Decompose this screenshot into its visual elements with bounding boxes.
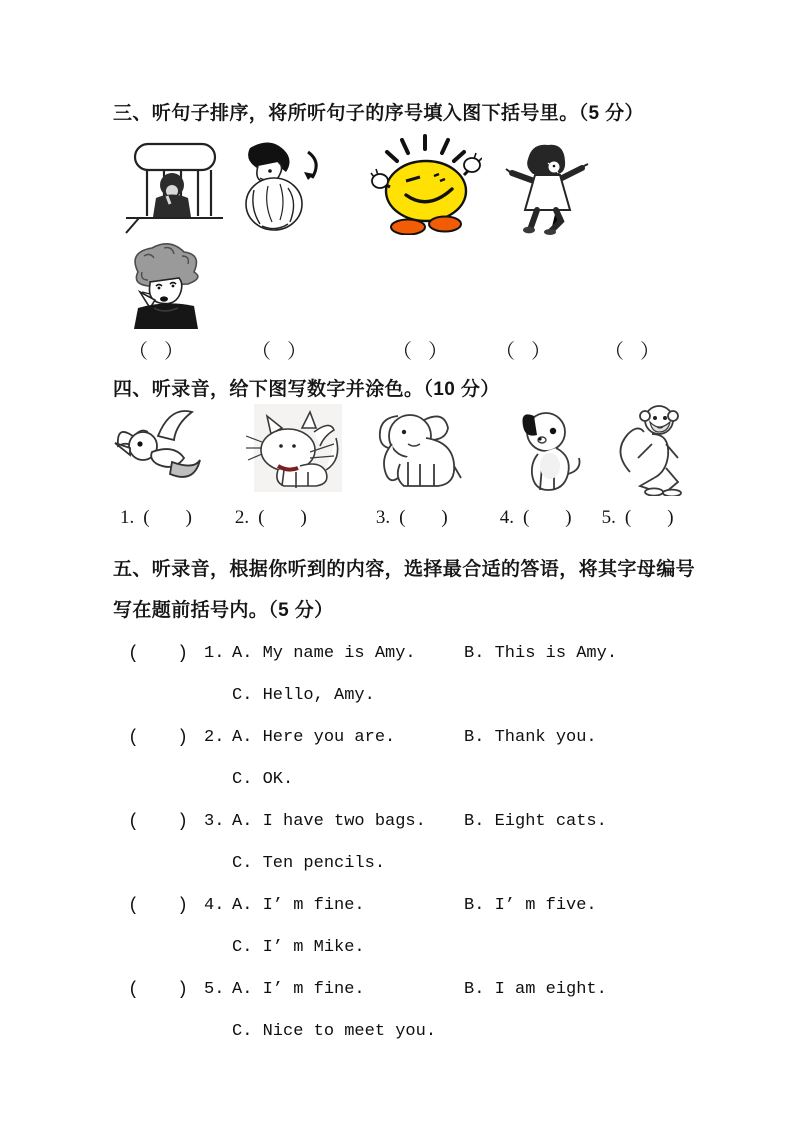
option-b: B. I am eight. (464, 980, 607, 999)
option-a: A. Here you are. (232, 728, 396, 747)
section4-heading: 四、听录音，给下图写数字并涂色。（10 分） (113, 379, 500, 400)
option-c: C. Nice to meet you. (232, 1022, 437, 1041)
option-a: A. I’ m fine. (232, 980, 365, 999)
bracket-close: ） (428, 341, 448, 363)
answer-bracket (128, 885, 188, 927)
bracket-open: （ (251, 341, 271, 363)
bracket-open: ( (128, 644, 139, 664)
bracket-close: ) (300, 507, 307, 528)
monkey-illustration (612, 400, 690, 496)
elephant-illustration (368, 404, 464, 496)
option-b: B. I’ m five. (464, 896, 597, 915)
boy-with-backpack-illustration (224, 138, 324, 235)
bracket-open: ( (128, 980, 139, 1000)
bracket-open: （ (604, 341, 624, 363)
item-number: 4. (499, 507, 514, 528)
answer-bracket (128, 801, 188, 843)
section3-images-row1 (120, 138, 793, 235)
bracket-open: （ (495, 341, 515, 363)
bracket-open: ( (128, 728, 139, 748)
dancing-girl-illustration (504, 139, 590, 235)
answer-bracket (128, 969, 188, 1011)
numbered-bracket-3 (376, 503, 448, 533)
bracket-open: ( (143, 507, 150, 528)
bracket-open: ( (128, 812, 139, 832)
section4-images-row (112, 403, 793, 496)
smiley-character-illustration (370, 131, 482, 235)
option-c: C. Hello, Amy. (232, 686, 375, 705)
question-5 (0, 969, 793, 1053)
item-number: 3. (375, 507, 391, 528)
boy-pointing-illustration (120, 242, 212, 329)
answer-bracket (495, 338, 551, 366)
option-a: A. I’ m fine. (232, 896, 365, 915)
bracket-close: ) (565, 507, 572, 528)
option-b: B. This is Amy. (464, 644, 618, 663)
section5-questions (0, 633, 793, 1053)
bracket-open: （ (128, 341, 148, 363)
answer-bracket (128, 338, 184, 366)
answer-bracket (392, 338, 448, 366)
bracket-close: ) (177, 812, 188, 832)
item-number: 1. (120, 507, 135, 528)
bracket-open: ( (258, 507, 265, 528)
answer-bracket (604, 338, 660, 366)
question-4 (0, 885, 793, 969)
bracket-close: ) (177, 980, 188, 1000)
option-c: C. I’ m Mike. (232, 938, 365, 957)
question-number: 1. (204, 644, 225, 663)
bracket-close: ） (531, 341, 551, 363)
option-a: A. My name is Amy. (232, 644, 416, 663)
question-number: 5. (204, 980, 225, 999)
option-b: B. Eight cats. (464, 812, 607, 831)
section3-answer-brackets (128, 338, 793, 366)
numbered-bracket-2 (235, 503, 307, 533)
section5-heading-line1: 五、听录音，根据你听到的内容，选择最合适的答语，将其字母编号 (113, 559, 696, 580)
bracket-open: ( (128, 896, 139, 916)
cat-illustration (244, 402, 348, 496)
answer-bracket (128, 717, 188, 759)
bracket-close: ） (640, 341, 660, 363)
section3-images-row2 (120, 242, 793, 329)
option-a: A. I have two bags. (232, 812, 426, 831)
bracket-close: ） (164, 341, 184, 363)
bird-illustration (112, 404, 208, 496)
bracket-close: ) (185, 507, 192, 528)
bracket-close: ） (287, 341, 307, 363)
option-c: C. OK. (232, 770, 294, 789)
section4-answer-row (120, 503, 793, 533)
item-number: 5. (601, 507, 616, 528)
answer-bracket (251, 338, 307, 366)
question-number: 3. (204, 812, 225, 831)
numbered-bracket-4 (500, 503, 572, 533)
question-2 (0, 717, 793, 801)
child-at-gate-illustration (120, 138, 230, 235)
bracket-close: ) (177, 896, 188, 916)
bracket-open: ( (522, 507, 530, 528)
bracket-close: ) (441, 507, 448, 528)
section3-heading: 三、听句子排序，将所听句子的序号填入图下括号里。（5 分） (113, 103, 644, 124)
bracket-open: （ (392, 341, 412, 363)
question-number: 2. (204, 728, 225, 747)
question-number: 4. (204, 896, 225, 915)
bracket-open: ( (624, 507, 632, 528)
question-1 (0, 633, 793, 717)
bracket-close: ) (667, 507, 674, 528)
answer-bracket (128, 633, 188, 675)
option-b: B. Thank you. (464, 728, 597, 747)
numbered-bracket-5 (602, 503, 674, 533)
question-3 (0, 801, 793, 885)
bracket-close: ) (177, 728, 188, 748)
bracket-close: ) (177, 644, 188, 664)
numbered-bracket-1 (120, 503, 192, 533)
dog-illustration (512, 404, 588, 496)
section5-heading-line2: 写在题前括号内。（5 分） (113, 600, 334, 621)
option-c: C. Ten pencils. (232, 854, 386, 873)
item-number: 2. (234, 507, 250, 528)
bracket-open: ( (399, 507, 406, 528)
